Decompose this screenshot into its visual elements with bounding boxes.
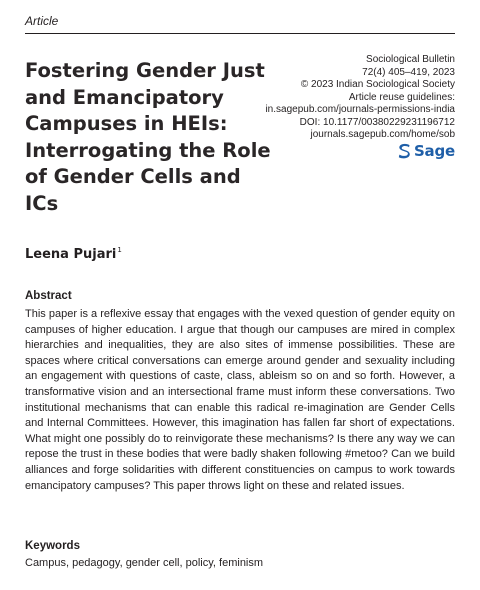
keywords-heading: Keywords bbox=[25, 540, 80, 552]
journal-name: Sociological Bulletin bbox=[366, 54, 455, 65]
affiliation-marker[interactable]: 1 bbox=[117, 246, 122, 254]
doi-line[interactable]: DOI: 10.1177/00380229231196712 bbox=[299, 116, 455, 128]
author-line bbox=[25, 246, 122, 262]
publisher-logo bbox=[398, 142, 455, 160]
header-rule bbox=[25, 33, 455, 34]
article-title: Fostering Gender Just and Emancipatory Campuses in HEIs: Interrogating the Role of Gender Cells and ICs bbox=[25, 59, 271, 215]
reuse-guidelines-link[interactable]: in.sagepub.com/journals-permissions-india bbox=[265, 104, 455, 115]
abstract-heading: Abstract bbox=[25, 290, 72, 302]
sage-logo-icon bbox=[398, 143, 411, 159]
publisher-name: Sage bbox=[413, 142, 455, 160]
article-type-label: Article bbox=[25, 14, 59, 28]
reuse-guidelines-label: Article reuse guidelines: bbox=[348, 91, 455, 103]
copyright-line: © 2023 Indian Sociological Society bbox=[300, 79, 455, 90]
keywords-text: Campus, pedagogy, gender cell, policy, feminism bbox=[25, 557, 264, 569]
journal-homepage-link[interactable]: journals.sagepub.com/home/sob bbox=[310, 129, 455, 140]
author-name: Leena Pujari bbox=[25, 247, 117, 262]
volume-pages: 72(4) 405–419, 2023 bbox=[362, 66, 455, 78]
journal-metadata bbox=[265, 54, 455, 142]
abstract-text: This paper is a reflexive essay that engages with the vexed question of gender equity on campuses of higher education. I argue that though our campuses are mired in complex hierarchies and inequalities, they are also sites of immense possibilities. These are spaces where critical conversations can emerge around gender and sexuality including an engagement with questions of caste, class, ableism so on and so forth. However, a transformative vision and an intersectional frame must inform these conversations. Two institutional mechanisms that can enable this radical re-imagination are Gender Cells and Internal Committees. However, this imagination has fallen far short of expectations. What might one possibly do to reinvigorate these mechanisms? Is there any way we can repose the trust in these bodies that were badly shaken following #metoo? Can we build alliances and forge solidarities with different constituencies on campus to work towards emancipatory campuses? This paper throws light on these and related issues. bbox=[25, 308, 455, 492]
